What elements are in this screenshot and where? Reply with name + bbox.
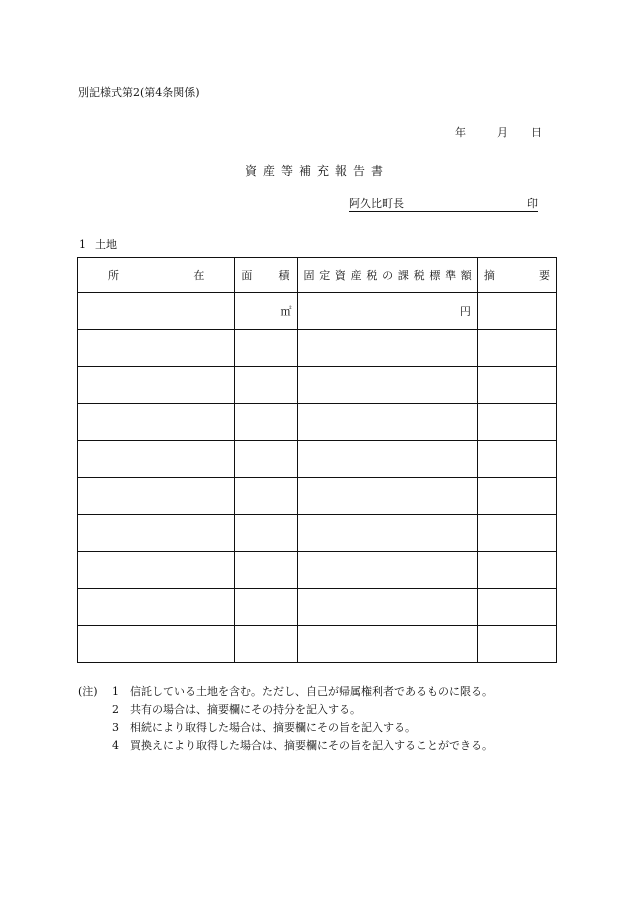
- date-year-label: 年: [455, 126, 466, 139]
- date-month-label: 月: [497, 126, 508, 139]
- header-area-char: 積: [278, 269, 290, 282]
- header-note: [477, 258, 556, 293]
- value-cell[interactable]: [298, 293, 477, 330]
- area-cell[interactable]: [235, 330, 298, 367]
- note-text: 買換えにより取得した場合は、摘要欄にその旨を記入することができる。: [130, 739, 493, 752]
- value-cell[interactable]: [298, 515, 477, 552]
- location-cell[interactable]: [78, 552, 235, 589]
- note-item: [78, 737, 493, 755]
- value-cell[interactable]: [298, 478, 477, 515]
- table-row: [78, 515, 557, 552]
- header-location-char: 所: [108, 269, 119, 282]
- seal-mark: 印: [527, 197, 538, 210]
- note-text: 相続により取得した場合は、摘要欄にその旨を記入する。: [130, 721, 416, 734]
- header-location: [78, 258, 235, 293]
- area-cell[interactable]: [235, 478, 298, 515]
- mayor-name: 阿久比町長: [349, 197, 404, 210]
- note-item: [78, 683, 493, 701]
- header-value-char: 課: [397, 269, 409, 282]
- table-row: [78, 441, 557, 478]
- document-title: 資産等補充報告書: [244, 164, 389, 178]
- value-cell[interactable]: [298, 330, 477, 367]
- table-row: [78, 589, 557, 626]
- value-cell[interactable]: [298, 589, 477, 626]
- value-cell[interactable]: [298, 367, 477, 404]
- header-value-char: の: [382, 269, 394, 282]
- header-value-char: 額: [460, 269, 472, 282]
- value-cell[interactable]: [298, 626, 477, 663]
- area-unit: ㎡: [280, 305, 292, 318]
- header-area: [235, 258, 298, 293]
- note-item: [78, 719, 493, 737]
- note-cell[interactable]: [477, 330, 556, 367]
- note-cell[interactable]: [477, 552, 556, 589]
- location-cell[interactable]: [78, 367, 235, 404]
- value-cell[interactable]: [298, 404, 477, 441]
- note-cell[interactable]: [477, 441, 556, 478]
- header-assessed-value: [298, 258, 477, 293]
- location-cell[interactable]: [78, 404, 235, 441]
- header-value-char: 準: [445, 269, 457, 282]
- area-cell[interactable]: [235, 552, 298, 589]
- form-number-label: 別記様式第2(第4条関係): [78, 86, 200, 99]
- section-heading: [79, 236, 117, 252]
- location-cell[interactable]: [78, 293, 235, 330]
- table-row: [78, 626, 557, 663]
- note-cell[interactable]: [477, 293, 556, 330]
- header-value-char: 固: [303, 269, 315, 282]
- table-row: [78, 330, 557, 367]
- note-cell[interactable]: [477, 478, 556, 515]
- note-number: 2: [112, 703, 119, 716]
- header-value-char: 産: [350, 269, 362, 282]
- value-unit: 円: [459, 305, 471, 318]
- area-cell[interactable]: [235, 293, 298, 330]
- value-cell[interactable]: [298, 441, 477, 478]
- note-cell[interactable]: [477, 404, 556, 441]
- location-cell[interactable]: [78, 478, 235, 515]
- area-cell[interactable]: [235, 404, 298, 441]
- note-number: 1: [112, 685, 119, 698]
- table-row: [78, 404, 557, 441]
- section-number: 1: [79, 238, 86, 251]
- mayor-signature-line: [349, 197, 538, 212]
- note-text: 信託している土地を含む。ただし、自己が帰属権利者であるものに限る。: [130, 685, 493, 698]
- note-cell[interactable]: [477, 367, 556, 404]
- note-number: 3: [112, 721, 119, 734]
- note-cell[interactable]: [477, 589, 556, 626]
- date-line: [455, 124, 542, 140]
- table-row: [78, 552, 557, 589]
- table-row: [78, 293, 557, 330]
- area-cell[interactable]: [235, 441, 298, 478]
- area-cell[interactable]: [235, 626, 298, 663]
- area-cell[interactable]: [235, 515, 298, 552]
- header-value-char: 定: [319, 269, 331, 282]
- header-note-char: 摘: [483, 269, 495, 282]
- location-cell[interactable]: [78, 441, 235, 478]
- area-cell[interactable]: [235, 589, 298, 626]
- table-row: [78, 478, 557, 515]
- note-cell[interactable]: [477, 515, 556, 552]
- notes-prefix: (注): [78, 685, 98, 698]
- value-cell[interactable]: [298, 552, 477, 589]
- note-cell[interactable]: [477, 626, 556, 663]
- table-row: [78, 367, 557, 404]
- header-value-char: 標: [429, 269, 441, 282]
- location-cell[interactable]: [78, 515, 235, 552]
- land-table: [77, 257, 557, 663]
- location-cell[interactable]: [78, 626, 235, 663]
- header-value-char: 資: [334, 269, 346, 282]
- note-number: 4: [112, 739, 119, 752]
- table-header-row: [78, 258, 557, 293]
- header-value-char: 税: [366, 269, 378, 282]
- header-location-char: 在: [193, 269, 205, 282]
- date-day-label: 日: [531, 126, 542, 139]
- header-area-char: 面: [241, 269, 253, 282]
- note-item: [78, 701, 493, 719]
- location-cell[interactable]: [78, 330, 235, 367]
- location-cell[interactable]: [78, 589, 235, 626]
- header-value-char: 税: [413, 269, 425, 282]
- section-label: 土地: [95, 238, 117, 251]
- note-text: 共有の場合は、摘要欄にその持分を記入する。: [130, 703, 361, 716]
- header-note-char: 要: [539, 269, 550, 282]
- area-cell[interactable]: [235, 367, 298, 404]
- notes-section: [78, 683, 493, 755]
